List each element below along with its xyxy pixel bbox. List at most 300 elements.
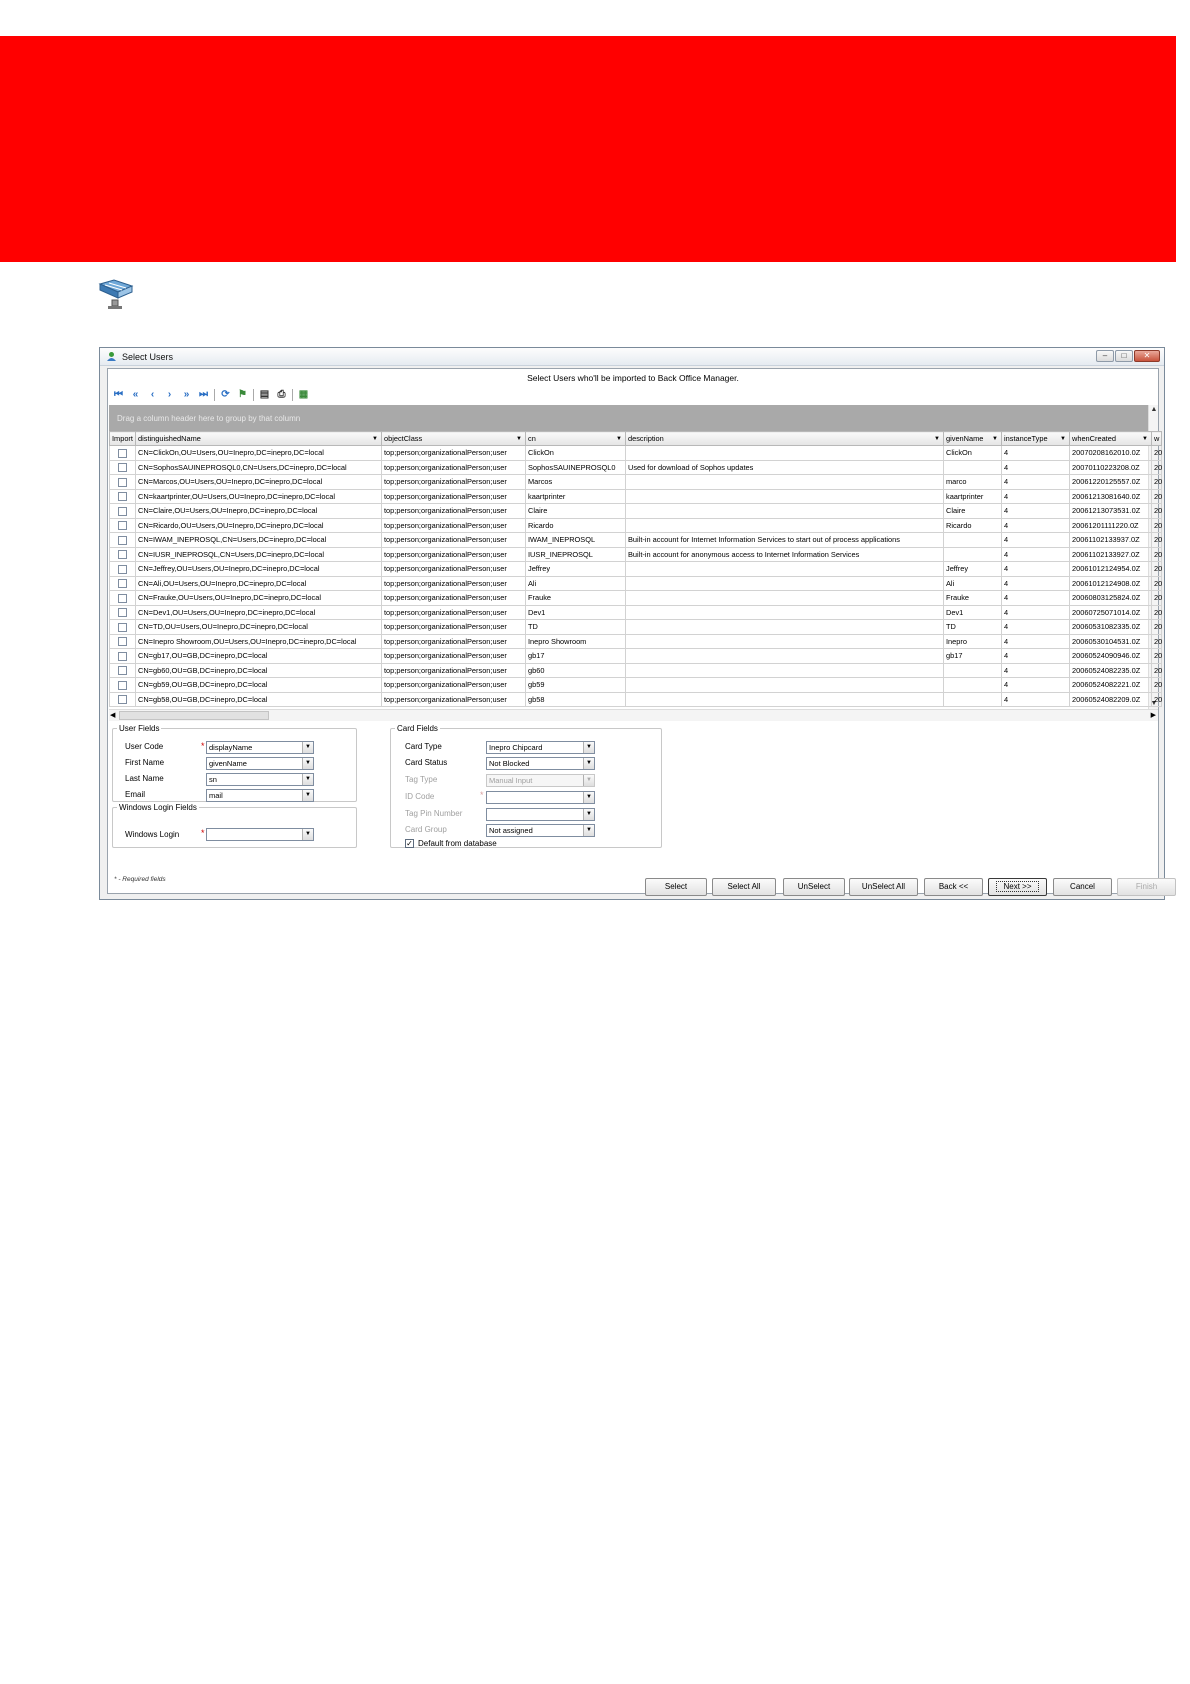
import-checkbox[interactable] bbox=[118, 536, 127, 545]
import-cell[interactable] bbox=[110, 547, 136, 562]
table-cell: IUSR_INEPROSQL bbox=[526, 547, 626, 562]
table-cell: top;person;organizationalPerson;user bbox=[382, 591, 526, 606]
column-header-cn[interactable]: cn ▼ bbox=[526, 432, 626, 446]
table-row[interactable] bbox=[110, 475, 1162, 490]
import-cell[interactable] bbox=[110, 649, 136, 664]
prev-page-icon[interactable]: « bbox=[132, 389, 139, 400]
user-fields-legend: User Fields bbox=[119, 724, 160, 733]
table-cell: Dev1 bbox=[944, 605, 1002, 620]
toolbar-separator bbox=[214, 389, 215, 401]
table-cell: top;person;organizationalPerson;user bbox=[382, 663, 526, 678]
table-cell: Frauke bbox=[944, 591, 1002, 606]
table-cell: top;person;organizationalPerson;user bbox=[382, 576, 526, 591]
table-cell: CN=SophosSAUINEPROSQL0,CN=Users,DC=inepro,DC=local bbox=[136, 460, 382, 475]
table-cell: CN=Inepro Showroom,OU=Users,OU=Inepro,DC=inepro,DC=local bbox=[136, 634, 382, 649]
import-checkbox[interactable] bbox=[118, 507, 127, 516]
table-cell: CN=Marcos,OU=Users,OU=Inepro,DC=inepro,DC=local bbox=[136, 475, 382, 490]
tag-type-label: Tag Type bbox=[405, 775, 438, 784]
card-fields-group bbox=[390, 724, 662, 848]
table-cell: 20 bbox=[1152, 489, 1162, 504]
table-cell: 20061012124908.0Z bbox=[1070, 576, 1152, 591]
table-row[interactable] bbox=[110, 692, 1162, 707]
import-checkbox[interactable] bbox=[118, 579, 127, 588]
window-title: Select Users bbox=[122, 352, 174, 362]
table-cell bbox=[626, 649, 944, 664]
table-cell: 4 bbox=[1002, 591, 1070, 606]
import-cell[interactable] bbox=[110, 533, 136, 548]
check-icon[interactable]: ✓ bbox=[406, 839, 413, 848]
table-cell: 20 bbox=[1152, 533, 1162, 548]
select-button[interactable]: Select bbox=[645, 878, 707, 896]
table-cell: 4 bbox=[1002, 692, 1070, 707]
table-cell: Ricardo bbox=[944, 518, 1002, 533]
title-bar bbox=[100, 348, 1164, 366]
import-checkbox[interactable] bbox=[118, 608, 127, 617]
table-cell: 20 bbox=[1152, 605, 1162, 620]
column-header-objectclass[interactable]: objectClass ▼ bbox=[382, 432, 526, 446]
table-cell: 20060803125824.0Z bbox=[1070, 591, 1152, 606]
windows-login-fields-legend: Windows Login Fields bbox=[119, 803, 197, 812]
first-icon[interactable]: ⏮ bbox=[114, 389, 123, 400]
last-name-select[interactable]: sn ▼ bbox=[206, 773, 314, 786]
dropdown-arrow-icon[interactable]: ▼ bbox=[992, 436, 998, 442]
column-header-givenname[interactable]: givenName ▼ bbox=[944, 432, 1002, 446]
import-checkbox[interactable] bbox=[118, 652, 127, 661]
import-checkbox[interactable] bbox=[118, 695, 127, 704]
export-icon[interactable]: ⎙ bbox=[277, 389, 286, 400]
table-cell: kaartprinter bbox=[944, 489, 1002, 504]
next-icon[interactable]: › bbox=[167, 389, 172, 400]
table-cell: 20061012124954.0Z bbox=[1070, 562, 1152, 577]
table-cell: top;person;organizationalPerson;user bbox=[382, 475, 526, 490]
table-cell: marco bbox=[944, 475, 1002, 490]
column-header-description[interactable]: description ▼ bbox=[626, 432, 944, 446]
header-instruction: Select Users who'll be imported to Back Office Manager. bbox=[527, 373, 739, 383]
dropdown-arrow-icon[interactable]: ▼ bbox=[516, 436, 522, 442]
windows-login-label: Windows Login bbox=[125, 830, 180, 839]
table-cell: top;person;organizationalPerson;user bbox=[382, 678, 526, 693]
table-cell: Claire bbox=[526, 504, 626, 519]
back-button[interactable]: Back << bbox=[924, 878, 983, 896]
import-checkbox[interactable] bbox=[118, 637, 127, 646]
table-cell: kaartprinter bbox=[526, 489, 626, 504]
table-cell bbox=[944, 692, 1002, 707]
table-cell: TD bbox=[526, 620, 626, 635]
table-cell: gb58 bbox=[526, 692, 626, 707]
table-cell: 20061213081640.0Z bbox=[1070, 489, 1152, 504]
import-cell[interactable] bbox=[110, 576, 136, 591]
table-cell bbox=[626, 663, 944, 678]
table-cell: top;person;organizationalPerson;user bbox=[382, 504, 526, 519]
import-checkbox[interactable] bbox=[118, 666, 127, 675]
table-cell: gb17 bbox=[526, 649, 626, 664]
import-checkbox[interactable] bbox=[118, 492, 127, 501]
table-cell: gb17 bbox=[944, 649, 1002, 664]
scroll-left-icon[interactable]: ◀ bbox=[110, 712, 116, 719]
unselect-button[interactable]: UnSelect bbox=[783, 878, 845, 896]
table-cell: CN=ClickOn,OU=Users,OU=Inepro,DC=inepro,DC=local bbox=[136, 446, 382, 461]
table-row[interactable] bbox=[110, 518, 1162, 533]
table-row[interactable] bbox=[110, 605, 1162, 620]
table-cell bbox=[626, 678, 944, 693]
table-cell: Dev1 bbox=[526, 605, 626, 620]
table-cell bbox=[626, 692, 944, 707]
import-cell[interactable] bbox=[110, 518, 136, 533]
table-cell: 4 bbox=[1002, 489, 1070, 504]
table-row[interactable] bbox=[110, 562, 1162, 577]
table-cell bbox=[626, 489, 944, 504]
tag-pin-number-label: Tag Pin Number bbox=[405, 809, 463, 818]
close-button[interactable]: ✕ bbox=[1134, 350, 1160, 362]
import-cell[interactable] bbox=[110, 605, 136, 620]
table-cell bbox=[626, 634, 944, 649]
table-row[interactable] bbox=[110, 591, 1162, 606]
first-name-select[interactable]: givenName ▼ bbox=[206, 757, 314, 770]
table-cell: 20070208162010.0Z bbox=[1070, 446, 1152, 461]
required-marker: * bbox=[201, 741, 205, 751]
card-status-label: Card Status bbox=[405, 758, 448, 767]
table-cell: CN=TD,OU=Users,OU=Inepro,DC=inepro,DC=local bbox=[136, 620, 382, 635]
table-cell: 4 bbox=[1002, 533, 1070, 548]
default-from-database-label: Default from database bbox=[418, 839, 497, 848]
table-cell: 20070110223208.0Z bbox=[1070, 460, 1152, 475]
table-cell: Inepro Showroom bbox=[526, 634, 626, 649]
table-cell: 4 bbox=[1002, 576, 1070, 591]
table-cell: gb60 bbox=[526, 663, 626, 678]
table-row[interactable] bbox=[110, 489, 1162, 504]
card-group-select[interactable]: Not assigned ▼ bbox=[486, 824, 595, 837]
table-cell: 20 bbox=[1152, 446, 1162, 461]
table-row[interactable] bbox=[110, 663, 1162, 678]
maximize-button[interactable]: □ bbox=[1115, 350, 1133, 362]
table-cell: 20 bbox=[1152, 504, 1162, 519]
unselect-all-button[interactable]: UnSelect All bbox=[849, 878, 918, 896]
filter-icon[interactable]: ⚑ bbox=[238, 389, 247, 400]
dropdown-arrow-icon[interactable]: ▼ bbox=[372, 436, 378, 442]
scroll-right-icon[interactable]: ▶ bbox=[1150, 712, 1156, 719]
table-cell: 20 bbox=[1152, 547, 1162, 562]
table-cell: top;person;organizationalPerson;user bbox=[382, 547, 526, 562]
table-cell: CN=gb59,OU=GB,DC=inepro,DC=local bbox=[136, 678, 382, 693]
table-cell: 20 bbox=[1152, 562, 1162, 577]
toolbar-separator bbox=[292, 389, 293, 401]
windows-login-fields-group bbox=[112, 803, 357, 848]
import-checkbox[interactable] bbox=[118, 463, 127, 472]
table-cell: Claire bbox=[944, 504, 1002, 519]
chevron-down-icon[interactable]: ▼ bbox=[583, 758, 594, 769]
table-cell: 20061102133927.0Z bbox=[1070, 547, 1152, 562]
import-cell[interactable] bbox=[110, 663, 136, 678]
table-cell: 4 bbox=[1002, 460, 1070, 475]
table-cell: CN=Jeffrey,OU=Users,OU=Inepro,DC=inepro,DC=local bbox=[136, 562, 382, 577]
horizontal-scrollbar[interactable] bbox=[109, 709, 1158, 721]
table-cell bbox=[944, 547, 1002, 562]
default-from-database-checkbox[interactable] bbox=[405, 839, 497, 848]
card-status-select[interactable]: Not Blocked ▼ bbox=[486, 757, 595, 770]
table-cell: top;person;organizationalPerson;user bbox=[382, 446, 526, 461]
table-cell: CN=Frauke,OU=Users,OU=Inepro,DC=inepro,DC=local bbox=[136, 591, 382, 606]
email-select[interactable]: mail ▼ bbox=[206, 789, 314, 802]
table-row[interactable] bbox=[110, 649, 1162, 664]
table-cell: 20 bbox=[1152, 634, 1162, 649]
id-code-label: ID Code bbox=[405, 792, 435, 801]
chevron-down-icon[interactable]: ▼ bbox=[302, 774, 313, 785]
table-cell bbox=[626, 620, 944, 635]
navigation-toolbar bbox=[112, 388, 310, 402]
column-header-distinguishedname[interactable]: distinguishedName ▼ bbox=[136, 432, 382, 446]
table-cell bbox=[626, 475, 944, 490]
table-cell: top;person;organizationalPerson;user bbox=[382, 634, 526, 649]
table-cell bbox=[944, 460, 1002, 475]
table-cell: CN=kaartprinter,OU=Users,OU=Inepro,DC=inepro,DC=local bbox=[136, 489, 382, 504]
table-cell: top;person;organizationalPerson;user bbox=[382, 649, 526, 664]
table-cell: top;person;organizationalPerson;user bbox=[382, 460, 526, 475]
import-checkbox[interactable] bbox=[118, 550, 127, 559]
table-cell bbox=[626, 446, 944, 461]
chevron-down-icon: ▼ bbox=[583, 775, 594, 786]
chevron-down-icon[interactable]: ▼ bbox=[302, 829, 313, 840]
import-checkbox[interactable] bbox=[118, 478, 127, 487]
table-cell: 20061220125557.0Z bbox=[1070, 475, 1152, 490]
table-cell: top;person;organizationalPerson;user bbox=[382, 533, 526, 548]
table-cell: Frauke bbox=[526, 591, 626, 606]
column-header-import[interactable]: Import bbox=[110, 432, 136, 446]
table-cell: Used for download of Sophos updates bbox=[626, 460, 944, 475]
card-type-select[interactable]: Inepro Chipcard ▼ bbox=[486, 741, 595, 754]
tag-pin-number-select[interactable] bbox=[486, 808, 595, 821]
book-icon bbox=[96, 276, 136, 312]
users-grid bbox=[109, 431, 1163, 707]
table-cell bbox=[944, 533, 1002, 548]
table-row[interactable] bbox=[110, 678, 1162, 693]
table-cell: 4 bbox=[1002, 446, 1070, 461]
table-cell: CN=gb60,OU=GB,DC=inepro,DC=local bbox=[136, 663, 382, 678]
table-cell: 20060524082235.0Z bbox=[1070, 663, 1152, 678]
table-cell: 20061213073531.0Z bbox=[1070, 504, 1152, 519]
tag-type-select: Manual Input ▼ bbox=[486, 774, 595, 787]
table-cell bbox=[626, 562, 944, 577]
chevron-down-icon[interactable]: ▼ bbox=[583, 825, 594, 836]
column-header-instancetype[interactable]: instanceType ▼ bbox=[1002, 432, 1070, 446]
table-cell bbox=[626, 504, 944, 519]
table-cell: top;person;organizationalPerson;user bbox=[382, 518, 526, 533]
table-cell bbox=[626, 591, 944, 606]
table-cell: 4 bbox=[1002, 562, 1070, 577]
required-fields-note: * - Required fields bbox=[114, 876, 166, 883]
table-cell: 4 bbox=[1002, 475, 1070, 490]
table-cell: SophosSAUINEPROSQL0 bbox=[526, 460, 626, 475]
table-cell: 20 bbox=[1152, 692, 1162, 707]
card-type-label: Card Type bbox=[405, 742, 442, 751]
table-row[interactable] bbox=[110, 533, 1162, 548]
dropdown-arrow-icon[interactable]: ▼ bbox=[1060, 436, 1066, 442]
next-button[interactable]: Next >> bbox=[988, 878, 1047, 896]
table-cell: 20061102133937.0Z bbox=[1070, 533, 1152, 548]
select-users-dialog bbox=[99, 347, 1165, 900]
table-row[interactable] bbox=[110, 634, 1162, 649]
table-cell: 4 bbox=[1002, 547, 1070, 562]
import-cell[interactable] bbox=[110, 475, 136, 490]
table-cell: 20060530104531.0Z bbox=[1070, 634, 1152, 649]
table-cell: 20 bbox=[1152, 663, 1162, 678]
table-cell: CN=IWAM_INEPROSQL,CN=Users,DC=inepro,DC=local bbox=[136, 533, 382, 548]
card-group-label: Card Group bbox=[405, 825, 447, 834]
table-cell: Jeffrey bbox=[526, 562, 626, 577]
last-icon[interactable]: ⏭ bbox=[199, 389, 208, 400]
table-cell: 20 bbox=[1152, 460, 1162, 475]
required-marker: * bbox=[480, 790, 484, 800]
table-cell: Marcos bbox=[526, 475, 626, 490]
table-cell: top;person;organizationalPerson;user bbox=[382, 562, 526, 577]
table-cell: 20 bbox=[1152, 678, 1162, 693]
table-cell bbox=[944, 663, 1002, 678]
email-label: Email bbox=[125, 790, 146, 799]
import-cell[interactable] bbox=[110, 634, 136, 649]
chevron-down-icon[interactable]: ▼ bbox=[302, 790, 313, 801]
table-row[interactable] bbox=[110, 504, 1162, 519]
table-cell: 4 bbox=[1002, 663, 1070, 678]
import-cell[interactable] bbox=[110, 620, 136, 635]
chevron-down-icon[interactable]: ▼ bbox=[583, 792, 594, 803]
import-checkbox[interactable] bbox=[118, 681, 127, 690]
table-cell: 20 bbox=[1152, 475, 1162, 490]
group-by-panel[interactable]: Drag a column header here to group by that column bbox=[109, 405, 1149, 431]
table-cell: top;person;organizationalPerson;user bbox=[382, 692, 526, 707]
column-header-w[interactable]: w bbox=[1152, 432, 1162, 446]
table-cell: 20060524082221.0Z bbox=[1070, 678, 1152, 693]
last-name-label: Last Name bbox=[125, 774, 164, 783]
table-cell: 20060531082335.0Z bbox=[1070, 620, 1152, 635]
refresh-icon[interactable]: ⟳ bbox=[221, 389, 230, 400]
chevron-down-icon[interactable]: ▼ bbox=[583, 742, 594, 753]
table-cell: CN=Dev1,OU=Users,OU=Inepro,DC=inepro,DC=local bbox=[136, 605, 382, 620]
dropdown-arrow-icon[interactable]: ▼ bbox=[616, 436, 622, 442]
user-code-label: User Code bbox=[125, 742, 164, 751]
table-row[interactable] bbox=[110, 576, 1162, 591]
table-cell: top;person;organizationalPerson;user bbox=[382, 489, 526, 504]
chevron-down-icon[interactable]: ▼ bbox=[302, 742, 313, 753]
table-cell bbox=[626, 576, 944, 591]
import-cell[interactable] bbox=[110, 591, 136, 606]
table-cell: CN=gb58,OU=GB,DC=inepro,DC=local bbox=[136, 692, 382, 707]
import-cell[interactable] bbox=[110, 489, 136, 504]
chevron-down-icon[interactable]: ▼ bbox=[302, 758, 313, 769]
table-cell: Built-in account for anonymous access to Internet Information Services bbox=[626, 547, 944, 562]
import-cell[interactable] bbox=[110, 562, 136, 577]
table-cell: CN=Claire,OU=Users,OU=Inepro,DC=inepro,DC=local bbox=[136, 504, 382, 519]
table-cell: CN=IUSR_INEPROSQL,CN=Users,DC=inepro,DC=local bbox=[136, 547, 382, 562]
table-cell: 20060725071014.0Z bbox=[1070, 605, 1152, 620]
table-cell: ClickOn bbox=[526, 446, 626, 461]
table-cell: 4 bbox=[1002, 620, 1070, 635]
table-cell: 4 bbox=[1002, 605, 1070, 620]
columns-icon[interactable]: ▤ bbox=[259, 389, 270, 400]
table-cell: 4 bbox=[1002, 518, 1070, 533]
table-cell: Ricardo bbox=[526, 518, 626, 533]
table-cell: 20 bbox=[1152, 620, 1162, 635]
toolbar-separator bbox=[253, 389, 254, 401]
minimize-button[interactable]: – bbox=[1096, 350, 1114, 362]
table-cell: TD bbox=[944, 620, 1002, 635]
prev-icon[interactable]: ‹ bbox=[150, 389, 155, 400]
table-cell: 4 bbox=[1002, 649, 1070, 664]
next-page-icon[interactable]: » bbox=[183, 389, 190, 400]
windows-login-select[interactable] bbox=[206, 828, 314, 841]
dropdown-arrow-icon[interactable]: ▼ bbox=[1142, 436, 1148, 442]
table-cell: 20060524090946.0Z bbox=[1070, 649, 1152, 664]
select-all-button[interactable]: Select All bbox=[712, 878, 776, 896]
table-cell: 20 bbox=[1152, 518, 1162, 533]
table-cell: top;person;organizationalPerson;user bbox=[382, 620, 526, 635]
import-checkbox[interactable] bbox=[118, 521, 127, 530]
table-cell bbox=[626, 605, 944, 620]
table-cell: 20 bbox=[1152, 649, 1162, 664]
table-cell: 20061201111220.0Z bbox=[1070, 518, 1152, 533]
table-cell: CN=Ricardo,OU=Users,OU=Inepro,DC=inepro,DC=local bbox=[136, 518, 382, 533]
import-cell[interactable] bbox=[110, 504, 136, 519]
scroll-down-icon[interactable]: ▼ bbox=[1150, 700, 1158, 707]
table-row[interactable] bbox=[110, 446, 1162, 461]
table-cell: 20 bbox=[1152, 576, 1162, 591]
button-bar bbox=[107, 876, 1159, 896]
table-cell: 4 bbox=[1002, 504, 1070, 519]
import-cell[interactable] bbox=[110, 678, 136, 693]
id-code-select[interactable] bbox=[486, 791, 595, 804]
table-cell: CN=gb17,OU=GB,DC=inepro,DC=local bbox=[136, 649, 382, 664]
table-cell: 4 bbox=[1002, 678, 1070, 693]
table-cell: IWAM_INEPROSQL bbox=[526, 533, 626, 548]
dialog-body bbox=[107, 368, 1163, 894]
print-icon[interactable]: ▦ bbox=[298, 389, 309, 400]
table-cell bbox=[626, 518, 944, 533]
import-checkbox[interactable] bbox=[118, 565, 127, 574]
import-checkbox[interactable] bbox=[118, 449, 127, 458]
table-cell: top;person;organizationalPerson;user bbox=[382, 605, 526, 620]
table-cell: CN=Ali,OU=Users,OU=Inepro,DC=inepro,DC=local bbox=[136, 576, 382, 591]
cancel-button[interactable]: Cancel bbox=[1053, 878, 1112, 896]
table-cell: gb59 bbox=[526, 678, 626, 693]
dropdown-arrow-icon[interactable]: ▼ bbox=[934, 436, 940, 442]
table-cell: ClickOn bbox=[944, 446, 1002, 461]
table-cell: Built-in account for Internet Information Services to start out of process applications bbox=[626, 533, 944, 548]
scroll-thumb[interactable] bbox=[119, 711, 269, 720]
scroll-up-icon[interactable]: ▲ bbox=[1150, 406, 1158, 413]
table-cell: 20060524082209.0Z bbox=[1070, 692, 1152, 707]
import-checkbox[interactable] bbox=[118, 594, 127, 603]
table-cell: Inepro bbox=[944, 634, 1002, 649]
finish-button: Finish bbox=[1117, 878, 1176, 896]
import-cell[interactable] bbox=[110, 446, 136, 461]
import-cell[interactable] bbox=[110, 692, 136, 707]
table-cell: Ali bbox=[526, 576, 626, 591]
card-fields-legend: Card Fields bbox=[397, 724, 438, 733]
table-cell: Jeffrey bbox=[944, 562, 1002, 577]
table-row[interactable] bbox=[110, 547, 1162, 562]
table-cell: 20 bbox=[1152, 591, 1162, 606]
table-cell: 4 bbox=[1002, 634, 1070, 649]
table-row[interactable] bbox=[110, 620, 1162, 635]
import-checkbox[interactable] bbox=[118, 623, 127, 632]
red-banner bbox=[0, 36, 1176, 262]
table-row[interactable] bbox=[110, 460, 1162, 475]
import-cell[interactable] bbox=[110, 460, 136, 475]
table-cell bbox=[944, 678, 1002, 693]
chevron-down-icon[interactable]: ▼ bbox=[583, 809, 594, 820]
user-code-select[interactable]: displayName ▼ bbox=[206, 741, 314, 754]
table-cell: Ali bbox=[944, 576, 1002, 591]
user-fields-group bbox=[112, 724, 357, 802]
column-header-whencreated[interactable]: whenCreated ▼ bbox=[1070, 432, 1152, 446]
